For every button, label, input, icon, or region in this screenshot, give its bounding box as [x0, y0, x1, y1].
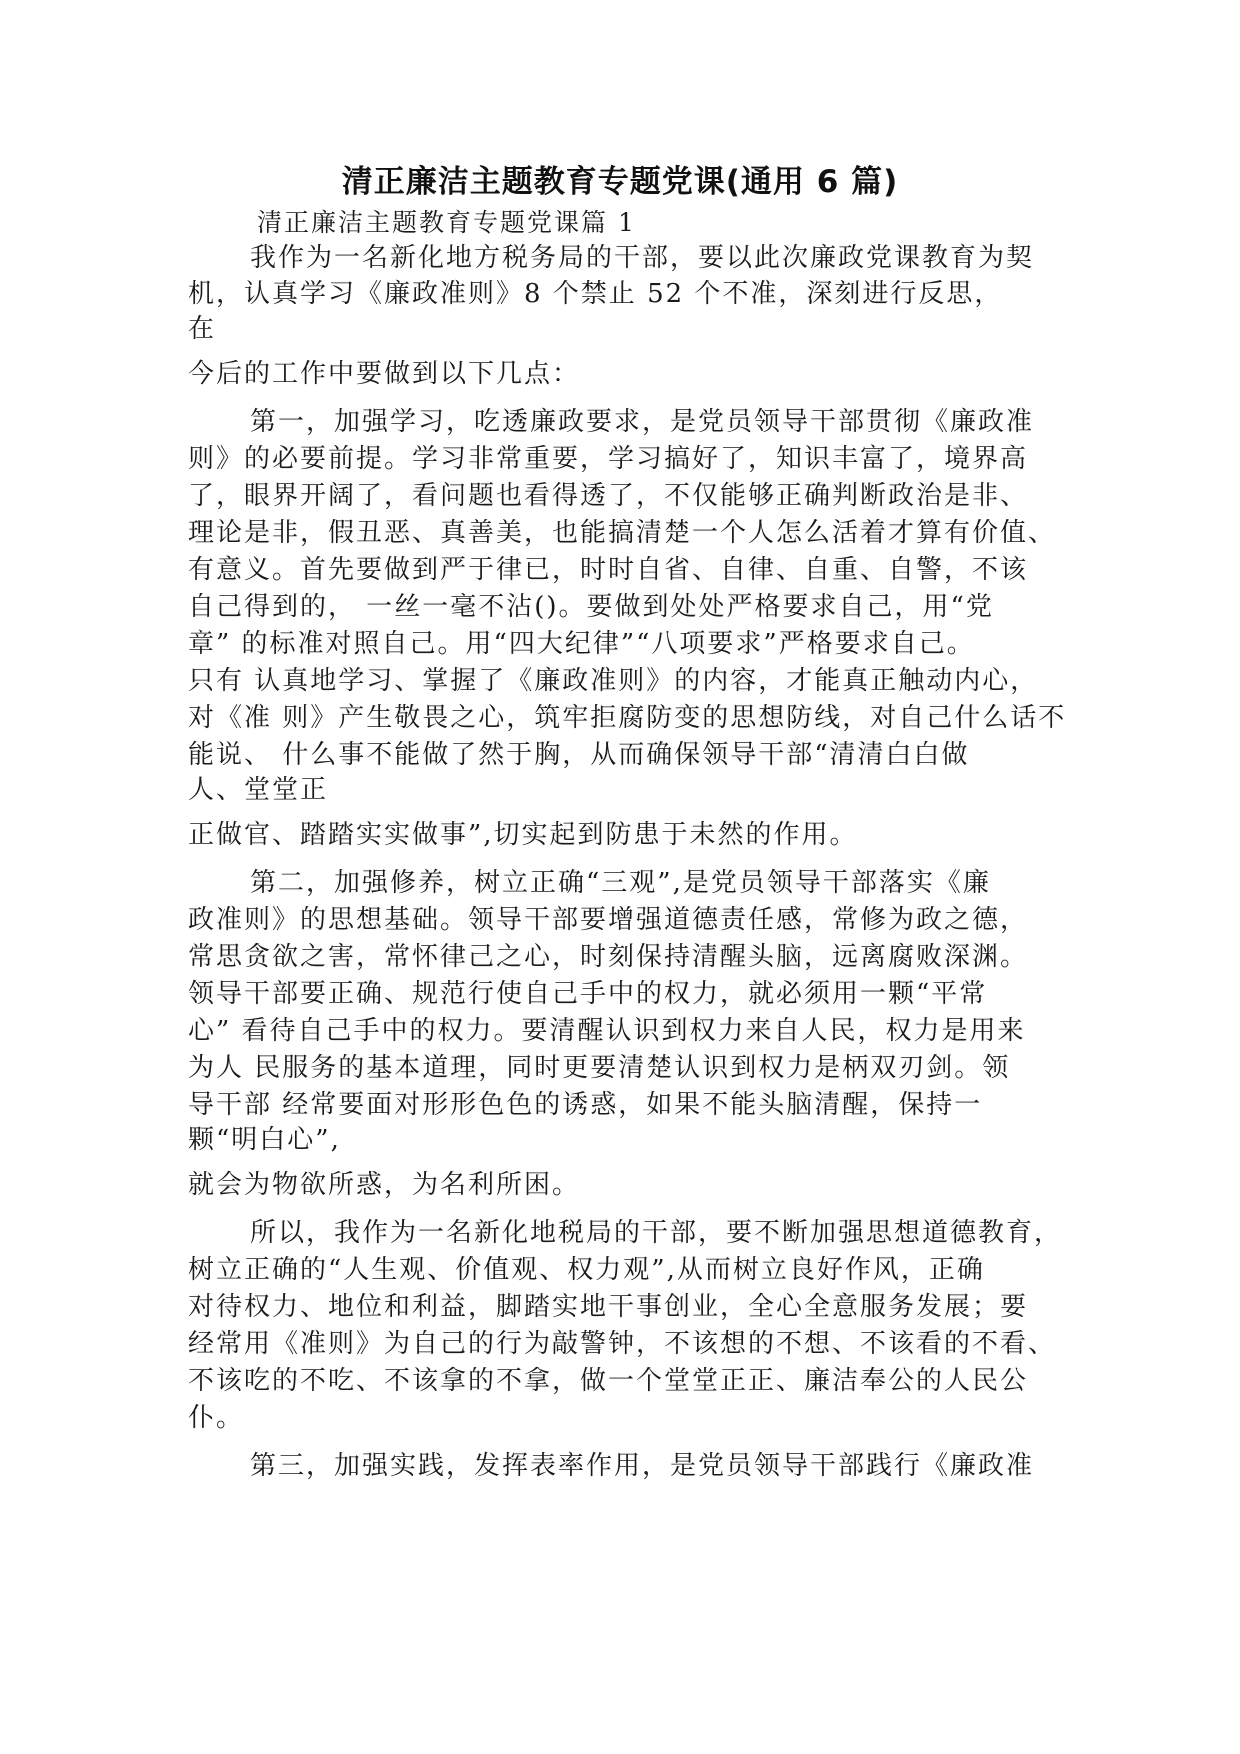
- paragraph-line: 今后的工作中要做到以下几点：: [188, 359, 581, 389]
- paragraph-line: 正做官、踏踏实实做事”,切实起到防患于未然的作用。: [188, 820, 858, 850]
- paragraph-line: 第二，加强修养，树立正确“三观”,是党员领导干部落实《廉: [250, 868, 991, 898]
- paragraph-line: 我作为一名新化地方税务局的干部，要以此次廉政党课教育为契: [250, 243, 1035, 273]
- paragraph-line: 能说、 什么事不能做了然于胸，从而确保领导干部“清清白白做: [188, 740, 970, 770]
- paragraph-line: 经常用《准则》为自己的行为敲警钟，不该想的不想、不该看的不看、: [188, 1329, 1057, 1359]
- paragraph-line: 对待权力、地位和利益，脚踏实地干事创业，全心全意服务发展；要: [188, 1292, 1029, 1322]
- paragraph-line: 则》的必要前提。学习非常重要，学习搞好了，知识丰富了，境界高: [188, 444, 1029, 474]
- paragraph-line: 机，认真学习《廉政准则》8 个禁止 52 个不准，深刻进行反思，: [188, 279, 1003, 309]
- paragraph-line: 领导干部要正确、规范行使自己手中的权力，就必须用一颗“平常: [188, 979, 988, 1009]
- paragraph-line: 在: [188, 314, 217, 344]
- paragraph-line: 第一，加强学习，吃透廉政要求，是党员领导干部贯彻《廉政准: [250, 407, 1035, 437]
- paragraph-line: 第三，加强实践，发挥表率作用，是党员领导干部践行《廉政准: [250, 1451, 1035, 1481]
- paragraph-line: 章” 的标准对照自己。用“四大纪律”“八项要求”严格要求自己。: [188, 629, 975, 659]
- paragraph-line: 树立正确的“人生观、价值观、权力观”,从而树立良好作风，正确: [188, 1255, 985, 1285]
- paragraph-line: 理论是非，假丑恶、真善美，也能搞清楚一个人怎么活着才算有价值、: [188, 518, 1057, 548]
- paragraph-line: 有意义。首先要做到严于律已，时时自省、自律、自重、自警，不该: [188, 555, 1029, 585]
- section-heading: 清正廉洁主题教育专题党课篇 1: [257, 208, 636, 237]
- paragraph-line: 了，眼界开阔了，看问题也看得透了，不仅能够正确判断政治是非、: [188, 481, 1029, 511]
- paragraph-line: 常思贪欲之害，常怀律己之心，时刻保持清醒头脑，远离腐败深渊。: [188, 942, 1029, 972]
- paragraph-line: 为人 民服务的基本道理，同时更要清楚认识到权力是柄双刃剑。领: [188, 1053, 1011, 1083]
- paragraph-line: 自己得到的， 一丝一毫不沾()。要做到处处严格要求自己，用“党: [188, 592, 994, 622]
- paragraph-line: 人、堂堂正: [188, 775, 329, 805]
- paragraph-line: 就会为物欲所惑，为名利所困。: [188, 1170, 581, 1200]
- paragraph-line: 仆。: [188, 1403, 245, 1433]
- paragraph-line: 只有 认真地学习、掌握了《廉政准则》的内容，才能真正触动内心，: [188, 666, 1039, 696]
- paragraph-line: 所以，我作为一名新化地税局的干部，要不断加强思想道德教育，: [250, 1218, 1063, 1248]
- paragraph-line: 政准则》的思想基础。领导干部要增强道德责任感，常修为政之德，: [188, 905, 1029, 935]
- paragraph-line: 对《准 则》产生敬畏之心，筑牢拒腐防变的思想防线，对自己什么话不: [188, 703, 1067, 733]
- paragraph-line: 颗“明白心”,: [188, 1125, 341, 1155]
- paragraph-line: 导干部 经常要面对形形色色的诱惑，如果不能头脑清醒，保持一: [188, 1090, 983, 1120]
- document-title: 清正廉洁主题教育专题党课(通用 6 篇): [341, 164, 899, 200]
- paragraph-line: 不该吃的不吃、不该拿的不拿，做一个堂堂正正、廉洁奉公的人民公: [188, 1366, 1029, 1396]
- paragraph-line: 心” 看待自己手中的权力。要清醒认识到权力来自人民，权力是用来: [188, 1016, 1026, 1046]
